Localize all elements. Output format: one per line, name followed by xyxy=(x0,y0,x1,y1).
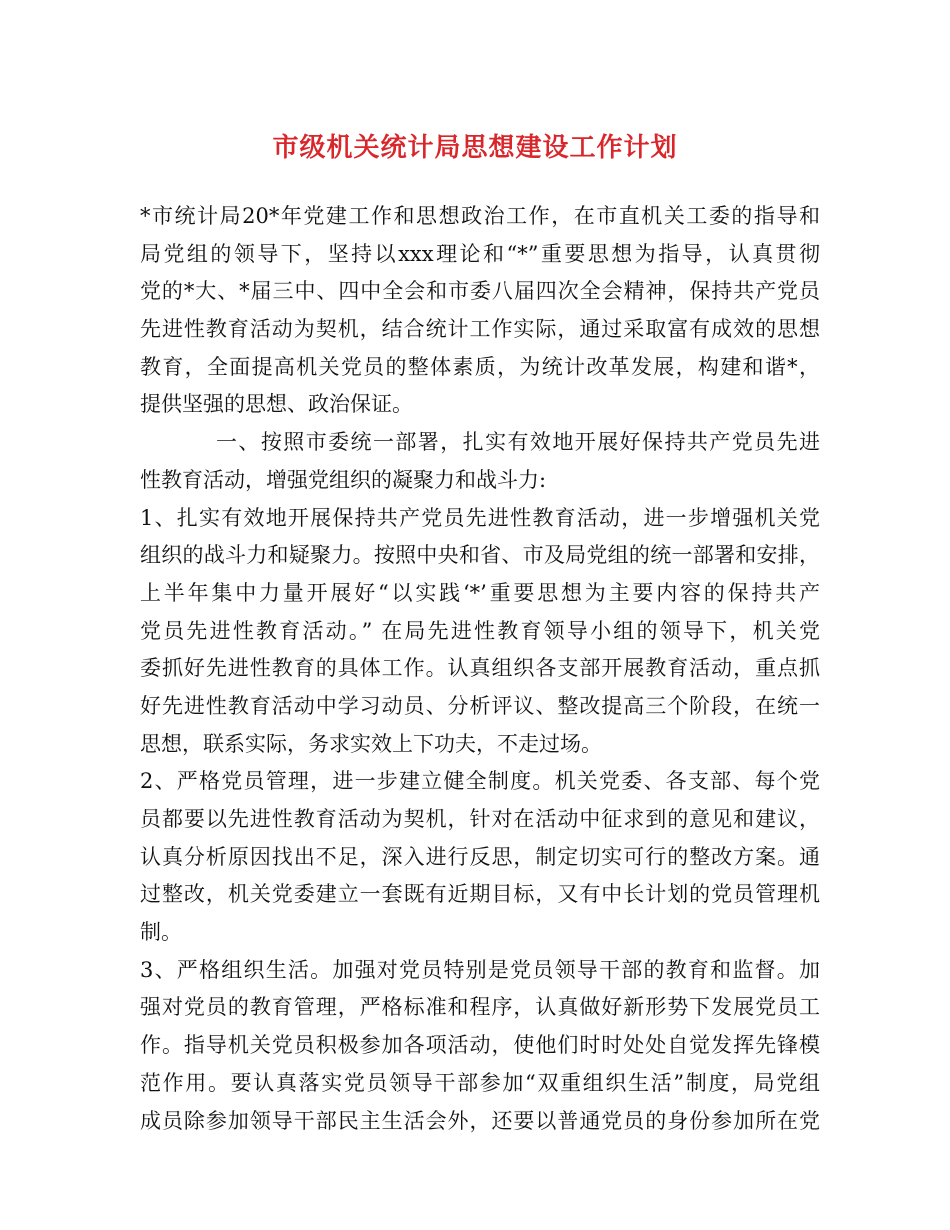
paragraph-line: 党的*大、*届三中、四中全会和市委八届四次全会精神，保持共产党员 xyxy=(140,279,820,304)
paragraph-line: 上半年集中力量开展好“以实践‘*’重要思想为主要内容的保持共产 xyxy=(140,580,820,605)
paragraph-line: 制。 xyxy=(140,920,182,945)
paragraph-line: 范作用。要认真落实党员领导干部参加“双重组织生活”制度，局党组 xyxy=(140,1070,820,1095)
document-title: 市级机关统计局思想建设工作计划 xyxy=(272,133,678,163)
paragraph-line: 认真分析原因找出不足，深入进行反思，制定切实可行的整改方案。通 xyxy=(140,844,820,869)
paragraph-line: 3、严格组织生活。加强对党员特别是党员领导干部的教育和监督。加 xyxy=(140,957,820,982)
paragraph-line: *市统计局20*年党建工作和思想政治工作，在市直机关工委的指导和 xyxy=(140,204,820,228)
paragraph-line: 2、严格党员管理，进一步建立健全制度。机关党委、各支部、每个党 xyxy=(140,769,820,794)
paragraph-line: 过整改，机关党委建立一套既有近期目标，又有中长计划的党员管理机 xyxy=(140,882,820,907)
section-heading-line: 一、按照市委统一部署，扎实有效地开展好保持共产党员先进 xyxy=(216,430,820,455)
paragraph-line: 党员先进性教育活动。” 在局先进性教育领导小组的领导下，机关党 xyxy=(140,618,820,643)
section-heading-line: 性教育活动，增强党组织的凝聚力和战斗力: xyxy=(140,467,547,492)
paragraph-line: 成员除参加领导干部民主生活会外，还要以普通党员的身份参加所在党 xyxy=(140,1108,820,1133)
paragraph-line: 员都要以先进性教育活动为契机，针对在活动中征求到的意见和建议， xyxy=(140,807,820,831)
document-body xyxy=(140,198,820,1140)
paragraph-line: 好先进性教育活动中学习动员、分析评议、整改提高三个阶段，在统一 xyxy=(140,693,820,718)
paragraph-line: 提供坚强的思想、政治保证。 xyxy=(140,392,413,417)
paragraph-line: 先进性教育活动为契机，结合统计工作实际，通过采取富有成效的思想 xyxy=(140,317,820,342)
paragraph-line: 组织的战斗力和疑聚力。按照中央和省、市及局党组的统一部署和安排， xyxy=(140,543,820,568)
paragraph-line: 局党组的领导下，坚持以xxx理论和“*”重要思想为指导，认真贯彻 xyxy=(140,241,820,266)
paragraph-line: 思想，联系实际，务求实效上下功夫，不走过场。 xyxy=(140,731,602,756)
paragraph-line: 强对党员的教育管理，严格标准和程序，认真做好新形势下发展党员工 xyxy=(140,995,820,1020)
paragraph-line: 1、扎实有效地开展保持共产党员先进性教育活动，进一步增强机关党 xyxy=(140,505,820,530)
paragraph-line: 委抓好先进性教育的具体工作。认真组织各支部开展教育活动，重点抓 xyxy=(140,656,820,681)
paragraph-line: 作。指导机关党员积极参加各项活动，使他们时时处处自觉发挥先锋模 xyxy=(140,1033,820,1058)
paragraph-line: 教育，全面提高机关党员的整体素质，为统计改革发展，构建和谐*， xyxy=(140,354,820,379)
